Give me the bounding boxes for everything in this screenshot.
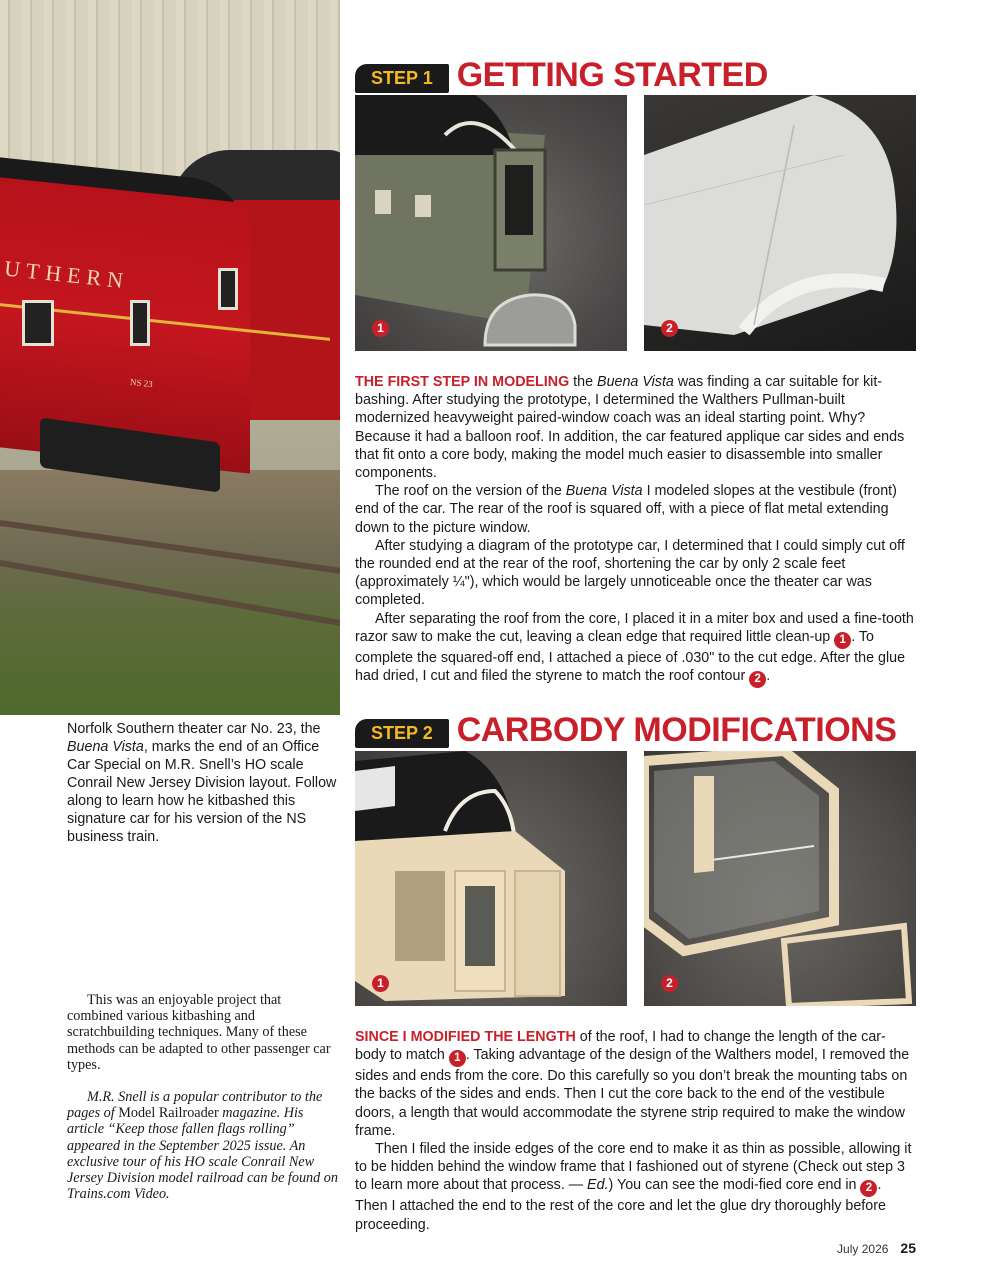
step2-heading: [355, 711, 896, 750]
body-text: . Then I attached the end to the rest of the core and let the glue dry thoroughly before proceeding.: [355, 1177, 886, 1233]
body-text: . Taking advantage of the design of the Walthers model, I removed the sides and ends from the core. Do this carefully so you don’t break the mounting tabs on the backs of the sides and ends. Then I cut the core back to the end of the vestibule doors, a length that would accommodate the styrene strip required to make the window frame.: [355, 1047, 910, 1139]
step2-lead-in: SINCE I MODIFIED THE LENGTH: [355, 1029, 576, 1045]
photo-reference-badge: 1: [449, 1050, 466, 1067]
hero-car-window: [218, 268, 238, 310]
step2-paragraph-2: [355, 1140, 916, 1234]
page-folio: [837, 1240, 916, 1256]
step1-paragraph-4: [355, 610, 916, 688]
step1-photo-1-illustration: [355, 95, 627, 351]
body-text: was finding a car suitable for kit-bashing. After studying the prototype, I determined the Walthers Pullman-built modernized heavyweight paired-window coach was an ideal starting point. Why? Because it had a balloon roof. In addition, the car featured applique car sides and ends that fit onto a core body, making the model much easier to disassemble into smaller components.: [355, 374, 905, 482]
step2-photo-1-number: 1: [372, 975, 389, 992]
body-text: .: [766, 668, 771, 685]
body-text: The roof on the version of the: [375, 483, 566, 500]
step2-photo-2-number: 2: [661, 975, 678, 992]
step2-paragraph-1: [355, 1028, 916, 1140]
hero-photo: [0, 0, 340, 715]
step1-photo-1: [355, 95, 627, 351]
body-text: of the roof, I had to change the length of the car-body to match: [355, 1029, 886, 1064]
step2-photo-1: [355, 751, 627, 1006]
hero-car-lettering: UTHERN: [3, 255, 131, 294]
body-text: I modeled slopes at the vestibule (front) end of the car. The rear of the roof is squared off, with a piece of flat metal extending down to the picture window.: [355, 483, 897, 536]
step2-title: CARBODY MODIFICATIONS: [456, 711, 897, 749]
car-name-italic: Buena Vista: [597, 374, 674, 390]
issue-date: July 2026: [837, 1242, 889, 1256]
photo-reference-badge: 2: [749, 671, 766, 688]
photo-reference-badge: 1: [834, 632, 851, 649]
body-text: ) You can see the modi-fied core end in: [608, 1177, 861, 1194]
step2-photo-1-illustration: [355, 751, 627, 1006]
caption-text: , marks the end of an Office Car Special on M.R. Snell’s HO scale Conrail New Jersey Division layout. Follow along to learn how he kitbashed this signature car for his version of the NS business train.: [67, 739, 337, 845]
hero-car-window: [130, 300, 150, 346]
step2-body: [355, 1028, 916, 1234]
step1-heading: [355, 56, 768, 95]
step2-badge: STEP 2: [355, 719, 449, 748]
step2-photo-2: [644, 751, 916, 1006]
author-bio: [67, 1089, 339, 1202]
step1-paragraph-2: [355, 482, 916, 537]
body-text: After separating the roof from the core, I placed it in a miter box and used a fine-tooth razor saw to make the cut, leaving a clean edge that required little clean-up: [355, 610, 914, 645]
hero-car-window: [22, 300, 54, 346]
body-text: the: [569, 374, 598, 390]
hero-car-number: NS 23: [129, 376, 154, 390]
step1-paragraph-1: [355, 373, 916, 482]
step1-paragraph-3: After studying a diagram of the prototype car, I determined that I could simply cut off the rounded end at the rear of the roof, shortening the car by only 2 scale feet (approximately ¼"), which would be largely unnoticeable once the theater car was completed.: [355, 537, 905, 609]
bio-text: M.R. Snell is a popular contributor to the pages of: [67, 1089, 323, 1122]
body-text: Then I filed the inside edges of the core end to make it as thin as possible, allowing it to be hidden behind the window frame that I fashioned out of styrene (Check out step 3 to learn more about that process. —: [355, 1141, 912, 1194]
step2-photo-2-illustration: [644, 751, 916, 1006]
car-name-italic: Buena Vista: [565, 483, 643, 500]
page-number: 25: [900, 1240, 916, 1256]
editor-note: Ed.: [587, 1177, 609, 1194]
step1-lead-in: THE FIRST STEP IN MODELING: [355, 374, 570, 390]
sidebar-paragraph: This was an enjoyable project that combined various kitbashing and scratchbuilding techniques. Many of these methods can be adapted to other passenger car types.: [67, 992, 331, 1073]
bio-text: magazine. His article “Keep those fallen flags rolling” appeared in the September 2025 issue. An exclusive tour of his HO scale Conrail New Jersey Division model railroad can be found on Trains.com Video.: [67, 1105, 338, 1203]
step1-photo-2: [644, 95, 916, 351]
body-text: . To complete the squared-off end, I attached a piece of .030" to the cut edge. After the glue had dried, I cut and filed the styrene to match the roof contour: [355, 628, 906, 685]
step1-photo-2-number: 2: [661, 320, 678, 337]
hero-caption: [67, 720, 339, 846]
photo-reference-badge: 2: [860, 1180, 877, 1197]
caption-text: Norfolk Southern theater car No. 23, the: [67, 721, 321, 737]
step1-badge: STEP 1: [355, 64, 449, 93]
step1-photo-1-number: 1: [372, 320, 389, 337]
sidebar-text: [67, 992, 339, 1202]
bio-magazine-name: Model Railroader: [118, 1105, 219, 1122]
caption-car-name: Buena Vista: [67, 739, 144, 755]
step1-body: [355, 373, 916, 688]
step1-photo-2-illustration: [644, 95, 916, 351]
step1-title: GETTING STARTED: [456, 56, 768, 94]
